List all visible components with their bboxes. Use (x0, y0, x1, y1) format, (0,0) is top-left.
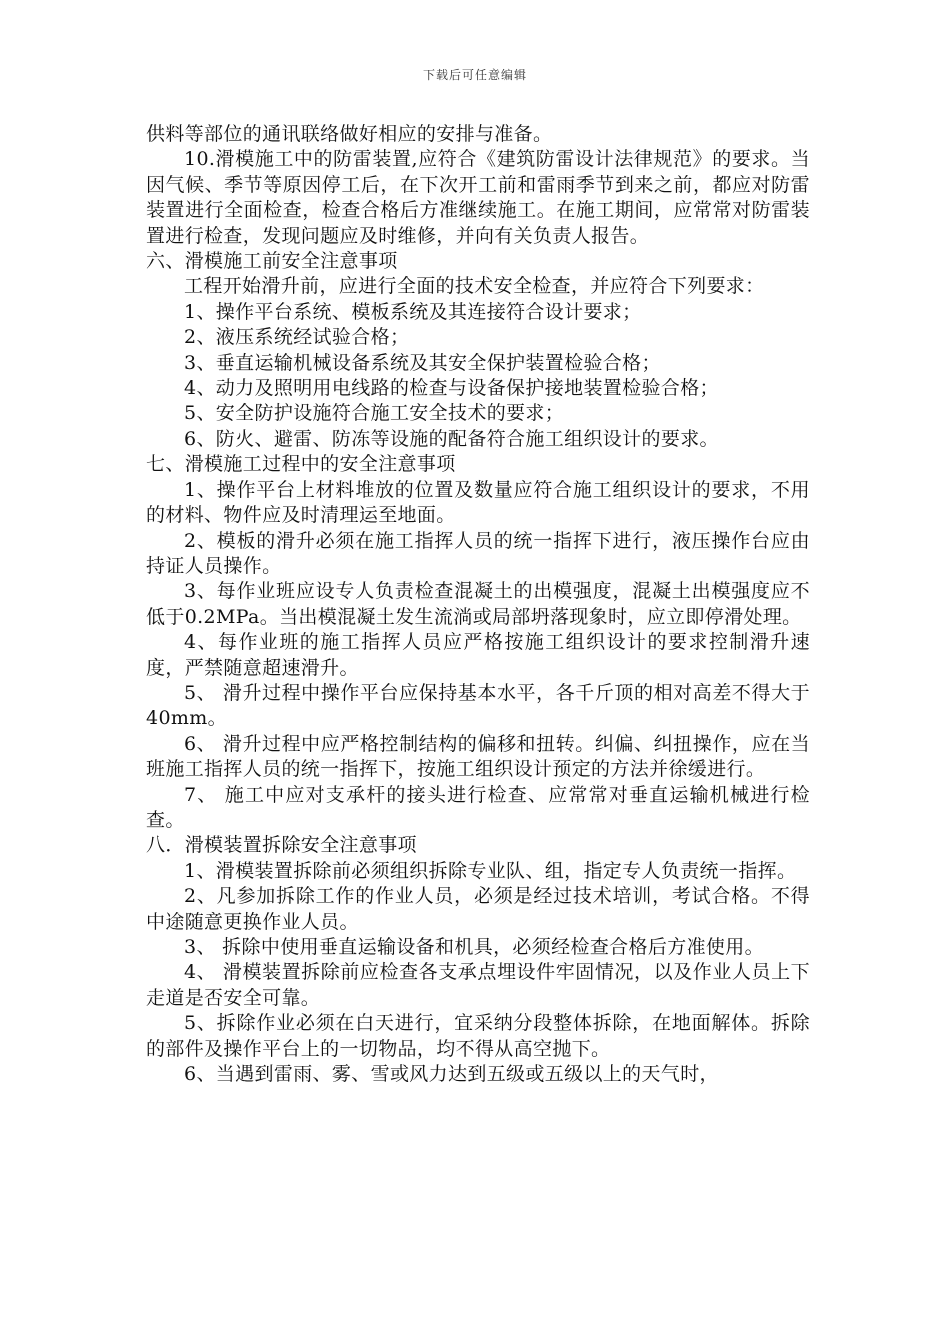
section-heading: 七、滑模施工过程中的安全注意事项 (146, 453, 456, 476)
paragraph: 供料等部位的通讯联络做好相应的安排与准备。 (146, 123, 553, 145)
list-item: 7、 施工中应对支承杆的接头进行检查、应常常对垂直运输机械进行检查。 (146, 783, 810, 831)
list-item: 2、模板的滑升必须在施工指挥人员的统一指挥下进行，液压操作台应由持证人员操作。 (146, 529, 810, 577)
section-heading: 八．滑模装置拆除安全注意事项 (146, 834, 417, 857)
section-heading: 六、滑模施工前安全注意事项 (146, 250, 398, 273)
list-item: 4、 滑模装置拆除前应检查各支承点埋设件牢固情况，以及作业人员上下走道是否安全可靠。 (146, 961, 810, 1009)
list-item: 4、动力及照明用电线路的检查与设备保护接地装置检验合格； (184, 377, 719, 400)
paragraph: 10.滑模施工中的防雷装置,应符合《建筑防雷设计法律规范》的要求。当因气候、季节等原因停工后，在下次开工前和雷雨季节到来之前，都应对防雷装置进行全面检查，检查合格后方准继续施工。在施工期间，应常常对防雷装置进行检查，发现问题应及时维修，并向有关负责人报告。 (146, 148, 810, 247)
list-item: 2、液压系统经试验合格； (184, 326, 410, 349)
document-body (146, 122, 810, 1087)
list-item: 6、防火、避雷、防冻等设施的配备符合施工组织设计的要求。 (184, 427, 719, 450)
list-item: 5、 滑升过程中操作平台应保持基本水平，各千斤顶的相对高差不得大于40mm。 (146, 681, 810, 730)
list-item: 3、垂直运输机械设备系统及其安全保护装置检验合格； (184, 351, 661, 374)
list-item: 5、拆除作业必须在白天进行，宜采纳分段整体拆除，在地面解体。拆除的部件及操作平台上的一切物品，均不得从高空抛下。 (146, 1012, 810, 1060)
list-item: 6、 滑升过程中应严格控制结构的偏移和扭转。纠偏、纠扭操作，应在当班施工指挥人员的统一指挥下，按施工组织设计预定的方法并徐缓进行。 (146, 732, 810, 781)
page-header: 下载后可任意编辑 (422, 68, 527, 82)
list-item: 1、操作平台系统、模板系统及其连接符合设计要求； (184, 300, 642, 323)
list-item: 4、每作业班的施工指挥人员应严格按施工组织设计的要求控制滑升速度，严禁随意超速滑升。 (146, 631, 810, 679)
paragraph: 工程开始滑升前，应进行全面的技术安全检查，并应符合下列要求： (184, 275, 765, 298)
list-item: 3、 拆除中使用垂直运输设备和机具，必须经检查合格后方准使用。 (184, 936, 764, 958)
list-item: 6、当遇到雷雨、雾、雪或风力达到五级或五级以上的天气时， (184, 1063, 719, 1086)
list-item: 2、凡参加拆除工作的作业人员，必须是经过技术培训，考试合格。不得中途随意更换作业人员。 (146, 885, 810, 933)
list-item: 1、滑模装置拆除前必须组织拆除专业队、组，指定专人负责统一指挥。 (184, 859, 797, 882)
list-item: 1、操作平台上材料堆放的位置及数量应符合施工组织设计的要求，不用的材料、物件应及时清理运至地面。 (146, 478, 810, 527)
list-item: 3、每作业班应设专人负责检查混凝土的出模强度，混凝土出模强度应不低于0.2MPa。当出模混凝土发生流淌或局部坍落现象时，应立即停滑处理。 (146, 580, 810, 628)
list-item: 5、安全防护设施符合施工安全技术的要求； (184, 402, 565, 425)
